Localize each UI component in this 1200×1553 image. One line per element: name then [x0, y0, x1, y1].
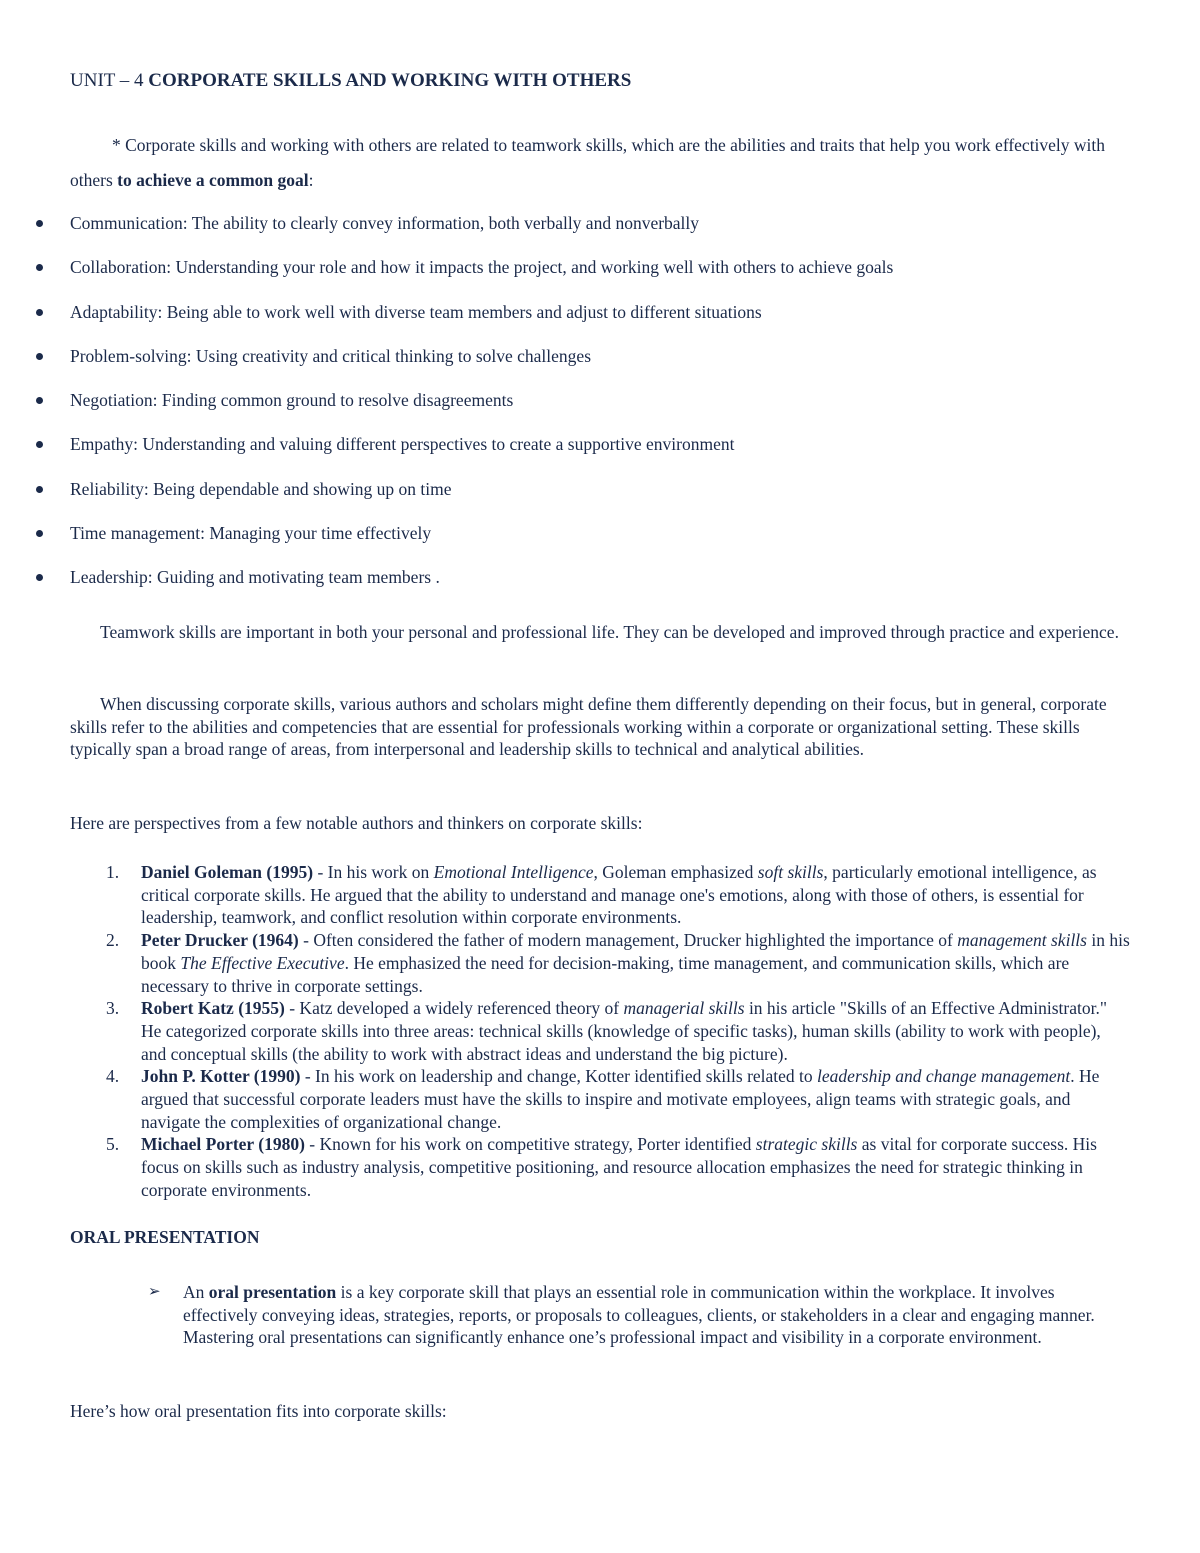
author-item-goleman: [70, 861, 1130, 929]
author-text: . He argued that successful corporate leaders must have the skills to inspire and motivate employees, align teams with strategic goals, and navigate the complexities of organizational change.: [141, 1066, 1100, 1132]
skill-text: Problem-solving: Using creativity and critical thinking to solve challenges: [70, 345, 592, 366]
unit-heading-prefix: UNIT – 4: [70, 70, 149, 91]
author-item-porter: [70, 1133, 1130, 1201]
arrow-bullet-icon: ➢: [148, 1284, 161, 1300]
intro-text-a: Corporate skills and working with others are related to teamwork skills, which are the abilities and traits that help you work effectively with others: [70, 135, 1106, 190]
skill-item-communication: [0, 209, 1200, 253]
author-italic: The Effective Executive: [180, 952, 345, 973]
skill-text: Negotiation: Finding common ground to resolve disagreements: [70, 390, 514, 411]
author-text: . He emphasized the need for decision-making, time management, and communication skills, which are necessary to thrive in corporate settings.: [141, 952, 1070, 996]
bullet-icon: [36, 530, 43, 537]
bullet-icon: [36, 486, 43, 493]
skill-item-reliability: [0, 475, 1200, 519]
author-name: Robert Katz (1955): [141, 998, 285, 1019]
skill-item-problem-solving: [0, 342, 1200, 386]
bullet-icon: [36, 264, 43, 271]
authors-list: [70, 861, 1130, 1202]
author-text: - Katz developed a widely referenced theory of: [284, 998, 624, 1019]
author-text: - In his work on leadership and change, Kotter identified skills related to: [300, 1066, 818, 1087]
skill-item-negotiation: [0, 386, 1200, 430]
list-number: 4.: [106, 1066, 120, 1087]
skill-text: Time management: Managing your time effectively: [70, 523, 432, 544]
author-text: in his article "Skills of an Effective Administrator." He categorized corporate skills into three areas: technical skills (knowledge of specific tasks), human skills (ability to work with people), and conceptual skills (the ability to work with abstract ideas and understand the big picture).: [141, 998, 1108, 1064]
oral-fits-intro: Here’s how oral presentation fits into corporate skills:: [70, 1401, 447, 1421]
author-name: Michael Porter (1980): [141, 1134, 305, 1155]
unit-heading-title: CORPORATE SKILLS AND WORKING WITH OTHERS: [148, 70, 632, 91]
oral-bold: oral presentation: [208, 1282, 337, 1302]
author-italic: leadership and change management: [817, 1066, 1071, 1087]
list-number: 5.: [106, 1134, 120, 1155]
oral-text: is a key corporate skill that plays an essential role in communication within the workplace. It involves effectively conveying ideas, strategies, reports, or proposals to colleagues, clients, or stakeholders in a clear and engaging manner. Mastering oral presentations can significantly enhance one’s professional impact and visibility in a corporate environment.: [183, 1282, 1095, 1347]
author-name: Peter Drucker (1964): [141, 930, 299, 951]
author-item-katz: [70, 997, 1130, 1065]
skill-item-empathy: [0, 430, 1200, 474]
skill-item-time-management: [0, 519, 1200, 563]
discussing-paragraph: When discussing corporate skills, various authors and scholars might define them differently depending on their focus, but in general, corporate skills refer to the abilities and competencies that are essential for professionals working within a corporate or organizational setting. These skills typically span a broad range of areas, from interpersonal and leadership skills to technical and analytical abilities.: [70, 694, 1107, 759]
list-number: 3.: [106, 998, 120, 1019]
intro-text-b: :: [308, 170, 314, 190]
skill-item-collaboration: [0, 253, 1200, 297]
unit-heading: [70, 70, 631, 92]
bullet-icon: [36, 220, 43, 227]
author-italic: Emotional Intelligence: [433, 862, 594, 882]
author-item-drucker: [70, 929, 1130, 997]
bullet-icon: [36, 574, 43, 581]
skill-text: Leadership: Guiding and motivating team members .: [70, 567, 440, 588]
author-text: - Known for his work on competitive strategy, Porter identified: [304, 1134, 756, 1155]
intro-paragraph: [70, 128, 1130, 198]
skill-text: Collaboration: Understanding your role and how it impacts the project, and working well with others to achieve goals: [70, 257, 894, 278]
author-text: in his book: [141, 930, 1130, 973]
oral-presentation-heading: ORAL PRESENTATION: [70, 1227, 260, 1247]
bullet-icon: [36, 353, 43, 360]
author-italic: managerial skills: [623, 998, 745, 1019]
skill-item-adaptability: [0, 298, 1200, 342]
oral-presentation-paragraph: [183, 1281, 1133, 1349]
author-text: , particularly emotional intelligence, as critical corporate skills. He argued that the ability to understand and manage one's emotions, along with those of others, is essential for leadership, teamwork, and conflict resolution within corporate environments.: [141, 862, 1097, 928]
skill-text: Communication: The ability to clearly convey information, both verbally and nonverbally: [70, 213, 700, 233]
skill-text: Adaptability: Being able to work well with diverse team members and adjust to different situations: [70, 301, 762, 322]
list-number: 1.: [106, 862, 120, 882]
author-italic: strategic skills: [755, 1134, 858, 1155]
perspectives-intro: Here are perspectives from a few notable authors and thinkers on corporate skills:: [70, 813, 643, 833]
bullet-icon: [36, 309, 43, 316]
oral-lead: An: [183, 1282, 209, 1302]
intro-bold: to achieve a common goal: [117, 170, 309, 190]
asterisk-marker: *: [112, 135, 121, 155]
author-name: John P. Kotter (1990): [141, 1066, 301, 1087]
author-text: , Goleman emphasized: [593, 862, 758, 882]
author-item-kotter: [70, 1065, 1130, 1133]
author-name: Daniel Goleman (1995): [141, 862, 314, 882]
bullet-icon: [36, 397, 43, 404]
author-text: - In his work on: [313, 862, 434, 882]
author-italic: soft skills: [757, 862, 824, 882]
skill-item-leadership: [0, 563, 1200, 607]
teamwork-paragraph: Teamwork skills are important in both your personal and professional life. They can be developed and improved through practice and experience.: [100, 622, 1119, 642]
author-italic: management skills: [957, 930, 1087, 951]
skill-text: Reliability: Being dependable and showing up on time: [70, 478, 452, 499]
author-text: - Often considered the father of modern management, Drucker highlighted the importance of: [298, 930, 958, 951]
list-number: 2.: [106, 930, 120, 951]
skill-text: Empathy: Understanding and valuing different perspectives to create a supportive environment: [70, 434, 735, 455]
skills-list: [0, 209, 1200, 608]
bullet-icon: [36, 441, 43, 448]
author-text: as vital for corporate success. His focus on skills such as industry analysis, competitive positioning, and resource allocation emphasizes the need for strategic thinking in corporate environments.: [141, 1134, 1097, 1200]
